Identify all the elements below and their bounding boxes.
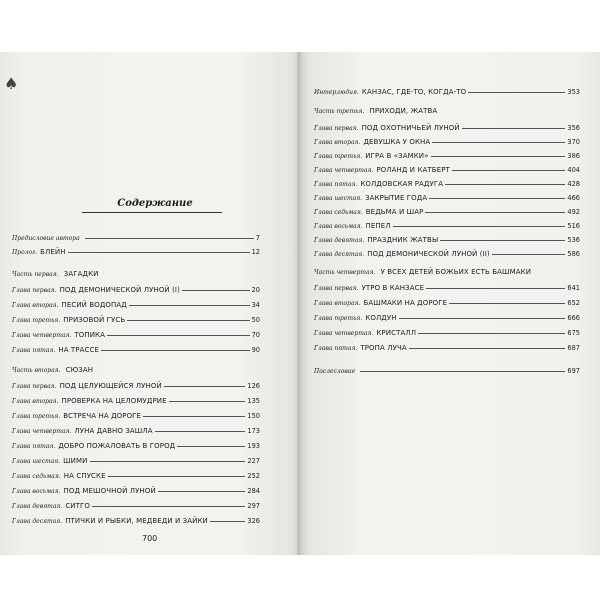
entry-page: 466 [567,194,580,202]
entry-title: ПРАЗДНИК ЖАТВЫ [367,236,439,244]
leader-line [68,252,250,253]
part-heading [12,270,98,278]
toc-entry [314,329,580,337]
entry-page: 492 [567,208,580,216]
toc-entry [12,472,260,480]
entry-label: Послесловие [314,368,356,375]
toc-entry [314,208,580,216]
entry-label: Глава вторая. [314,139,361,146]
toc-entry [12,487,260,495]
toc-entry [314,124,580,132]
entry-title: НА СПУСКЕ [63,472,106,480]
toc-entry [12,397,260,405]
toc-entry [314,299,580,307]
leader-line [169,401,246,402]
entry-title: БАШМАКИ НА ДОРОГЕ [363,299,448,307]
toc-entry [12,331,260,339]
entry-page: 353 [567,88,580,96]
entry-label: Глава шестая. [12,458,61,465]
entry-page: 404 [567,166,580,174]
leader-line [445,184,565,185]
entry-page: 675 [567,329,580,337]
leader-line [129,305,250,306]
toc-entry [12,502,260,510]
entry-label: Глава первая. [12,287,57,294]
entry-title: ПОД ОХОТНИЧЬЕЙ ЛУНОЙ [361,124,460,132]
entry-page: 150 [247,412,260,420]
entry-title: ЛУНА ДАВНО ЗАШЛА [74,427,153,435]
entry-label: Глава третья. [12,413,61,420]
toc-entry [314,314,580,322]
entry-title: КАНЗАС, ГДЕ-ТО, КОГДА-ТО [361,88,467,96]
toc-entry [12,286,260,294]
entry-page: 586 [567,250,580,258]
entry-label: Глава четвертая. [12,428,72,435]
entry-page: 666 [567,314,580,322]
entry-title: ШИМИ [63,457,88,465]
entry-title: ПОД ЦЕЛУЮЩЕЙСЯ ЛУНОЙ [59,382,162,390]
leader-line [158,491,246,492]
leader-line [432,142,565,143]
entry-title: НА ТРАССЕ [58,346,100,354]
entry-page: 135 [247,397,260,405]
entry-label: Глава пятая. [12,443,56,450]
entry-label: Глава десятая. [12,518,63,525]
toc-entry [314,180,580,188]
entry-label: Глава пятая. [12,347,56,354]
entry-label: Глава пятая. [314,345,358,352]
toc-entry [12,457,260,465]
entry-title: ЗАКРЫТИЕ ГОДА [365,194,428,202]
leader-line [449,303,565,304]
entry-title: ТРОПА ЛУЧА [360,344,407,352]
entry-label: Глава пятая. [314,181,358,188]
part-title: ПРИХОДИ, ЖАТВА [369,107,438,115]
entry-page: 20 [251,286,260,294]
leader-line [360,371,565,372]
entry-label: Предисловие автора [12,235,80,242]
entry-title: ИГРА В «ЗАМКИ» [365,152,429,160]
part-heading [314,268,531,276]
open-book [0,52,600,555]
leader-line [92,506,245,507]
leader-line [429,198,565,199]
entry-page: 227 [247,457,260,465]
entry-label: Глава четвертая. [12,332,72,339]
toc-entry [314,222,580,230]
leader-line [107,335,250,336]
leader-line [418,333,565,334]
entry-page: 34 [251,301,260,309]
entry-label: Глава четвертая. [314,330,374,337]
leader-line [393,226,566,227]
leader-line [108,476,246,477]
entry-title: ДОБРО ПОЖАЛОВАТЬ В ГОРОД [58,442,176,450]
entry-title: ТОПИКА [74,331,106,339]
entry-page: 7 [255,234,260,242]
entry-page: 193 [247,442,260,450]
toc-entry [314,88,580,96]
toc-entry [314,344,580,352]
entry-page: 297 [247,502,260,510]
part-heading [12,366,93,374]
entry-page: 641 [567,284,580,292]
entry-title: ПЕСИЙ ВОДОПАД [61,301,127,309]
entry-title: ВЕДЬМА И ШАР [365,208,424,216]
entry-page: 687 [567,344,580,352]
entry-title: КОЛДУН [365,314,397,322]
toc-entry [314,284,580,292]
leader-line [210,521,246,522]
left-page [0,52,300,555]
entry-page: 50 [251,316,260,324]
entry-label: Глава третья. [314,153,363,160]
entry-title: ПОД МЕШОЧНОЙ ЛУНОЙ [63,487,156,495]
entry-label: Глава седьмая. [314,209,363,216]
entry-label: Глава девятая. [12,503,63,510]
entry-page: 652 [567,299,580,307]
entry-title: ПОД ДЕМОНИЧЕСКОЙ ЛУНОЙ (II) [367,250,490,258]
right-page [300,52,600,555]
entry-page: 12 [251,248,260,256]
toc-entry [12,427,260,435]
entry-label: Глава третья. [314,315,363,322]
toc-entry [314,194,580,202]
entry-title: КОЛДОВСКАЯ РАДУГА [360,180,444,188]
leader-line [177,446,245,447]
leader-line [440,240,565,241]
entry-page: 90 [251,346,260,354]
toc-entry [314,152,580,160]
leader-line [85,238,254,239]
leader-line [164,386,246,387]
entry-page: 697 [567,367,580,375]
leader-line [101,350,250,351]
entry-label: Глава первая. [314,285,359,292]
leader-line [143,416,245,417]
page-number: 700 [142,534,158,543]
entry-title: РОЛАНД И КАТБЕРТ [376,166,450,174]
toc-entry [12,234,260,242]
entry-page: 516 [567,222,580,230]
entry-title: ДЕВУШКА У ОКНА [363,138,431,146]
part-title: У ВСЕХ ДЕТЕЙ БОЖЬИХ ЕСТЬ БАШМАКИ [380,268,532,276]
toc-entry [12,382,260,390]
entry-page: 126 [247,382,260,390]
entry-label: Пролог. [12,249,38,256]
entry-title: ПРИЗОВОЙ ГУСЬ [63,316,126,324]
toc-entry [12,517,260,525]
entry-label: Глава четвертая. [314,167,374,174]
leader-line [127,320,249,321]
entry-page: 173 [247,427,260,435]
entry-title: УТРО В КАНЗАСЕ [361,284,425,292]
entry-label: Глава шестая. [314,195,363,202]
entry-title: ПТИЧКИ И РЫБКИ, МЕДВЕДИ И ЗАЙКИ [65,517,208,525]
entry-label: Глава вторая. [314,300,361,307]
part-label: Часть четвертая. [314,269,376,276]
toc-heading: Содержание [117,198,193,209]
entry-page: 356 [567,124,580,132]
leader-line [155,431,246,432]
entry-label: Интерлюдия. [314,89,359,96]
entry-title: ПРОВЕРКА НА ЦЕЛОМУДРИЕ [61,397,167,405]
entry-label: Глава вторая. [12,398,59,405]
toc-entry [314,166,580,174]
entry-label: Глава десятая. [314,251,365,258]
entry-page: 326 [247,517,260,525]
entry-label: Глава восьмая. [314,223,363,230]
entry-title: СИТГО [65,502,90,510]
part-label: Часть первая. [12,271,59,278]
leader-line [492,254,566,255]
toc-entry [12,346,260,354]
toc-entry [12,442,260,450]
entry-page: 252 [247,472,260,480]
leader-line [182,290,250,291]
entry-label: Глава первая. [314,125,359,132]
heading-underline [82,212,222,213]
toc-entry [314,367,580,375]
leader-line [425,212,565,213]
entry-title: ПЕПЕЛ [365,222,391,230]
part-label: Часть вторая. [12,367,61,374]
entry-label: Глава третья. [12,317,61,324]
leader-line [452,170,565,171]
entry-page: 370 [567,138,580,146]
entry-label: Глава восьмая. [12,488,61,495]
leader-line [90,461,246,462]
entry-title: ВСТРЕЧА НА ДОРОГЕ [63,412,142,420]
entry-title: БЛЕЙН [40,248,66,256]
leader-line [431,156,566,157]
entry-label: Глава вторая. [12,302,59,309]
leader-line [468,92,565,93]
entry-page: 70 [251,331,260,339]
toc-entry [12,248,260,256]
leader-line [409,348,566,349]
entry-label: Глава седьмая. [12,473,61,480]
leader-line [426,288,565,289]
part-title: СЮЗАН [65,366,94,374]
toc-entry [12,301,260,309]
entry-page: 536 [567,236,580,244]
part-label: Часть третья. [314,108,365,115]
part-heading [314,107,437,115]
entry-label: Глава девятая. [314,237,365,244]
toc-entry [12,412,260,420]
toc-entry [314,250,580,258]
entry-title: КРИСТАЛЛ [376,329,417,337]
leader-line [462,128,566,129]
leader-line [399,318,566,319]
entry-page: 284 [247,487,260,495]
entry-title: ПОД ДЕМОНИЧЕСКОЙ ЛУНОЙ (I) [59,286,180,294]
entry-page: 386 [567,152,580,160]
toc-entry [314,236,580,244]
toc-entry [12,316,260,324]
entry-label: Глава первая. [12,383,57,390]
decorative-ornament-icon: ♠ [4,74,19,93]
part-title: ЗАГАДКИ [63,270,99,278]
entry-page: 428 [567,180,580,188]
toc-entry [314,138,580,146]
